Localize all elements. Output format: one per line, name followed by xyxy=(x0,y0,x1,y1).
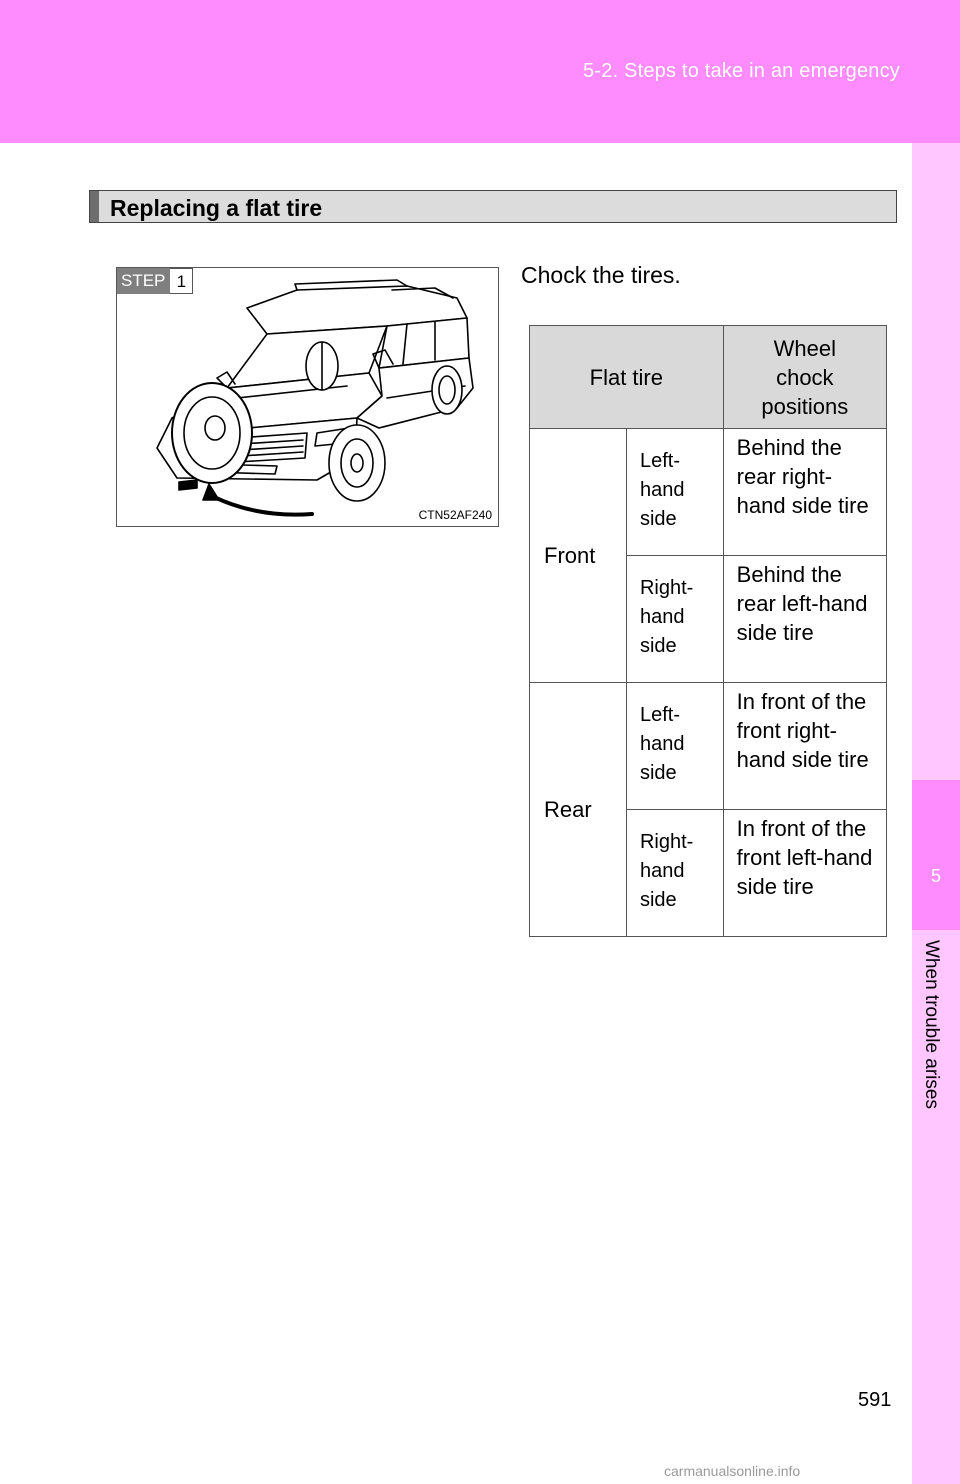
watermark: carmanualsonline.info xyxy=(664,1463,801,1479)
cell-tire-rear: Rear xyxy=(530,683,627,937)
table-row xyxy=(530,429,887,556)
section-title-bar xyxy=(89,190,897,223)
section-title: Replacing a flat tire xyxy=(110,195,323,221)
car-illustration xyxy=(116,267,499,527)
cell-position: Behind the rear left-hand side tire xyxy=(723,556,886,683)
step-label: STEP xyxy=(117,268,170,294)
header-chock-positions: Wheel chock positions xyxy=(723,326,886,429)
cell-position: In front of the front left-hand side tire xyxy=(723,810,886,937)
header-section-title: 5-2. Steps to take in an emergency xyxy=(583,60,900,82)
section-bar-accent xyxy=(90,191,99,222)
step-badge xyxy=(117,268,193,294)
cell-side: Left-hand side xyxy=(626,683,723,810)
table-row xyxy=(530,683,887,810)
instruction-text: Chock the tires. xyxy=(521,262,681,288)
page-number: 591 xyxy=(858,1389,892,1411)
cell-position: In front of the front right-hand side tire xyxy=(723,683,886,810)
table-header-row xyxy=(530,326,887,429)
step-number: 1 xyxy=(170,268,193,294)
cell-side: Left-hand side xyxy=(626,429,723,556)
chapter-title: When trouble arises xyxy=(921,940,942,1109)
figure-code: CTN52AF240 xyxy=(418,508,492,522)
chapter-number: 5 xyxy=(930,866,941,886)
page-header xyxy=(0,0,960,143)
cell-side: Right-hand side xyxy=(626,556,723,683)
cell-position: Behind the rear right-hand side tire xyxy=(723,429,886,556)
header-flat-tire: Flat tire xyxy=(530,326,724,429)
cell-tire-front: Front xyxy=(530,429,627,683)
cell-side: Right-hand side xyxy=(626,810,723,937)
suv-wheel-chock-illustration xyxy=(117,268,498,526)
chapter-number-box xyxy=(912,780,960,930)
wheel-chock-table xyxy=(529,325,887,937)
